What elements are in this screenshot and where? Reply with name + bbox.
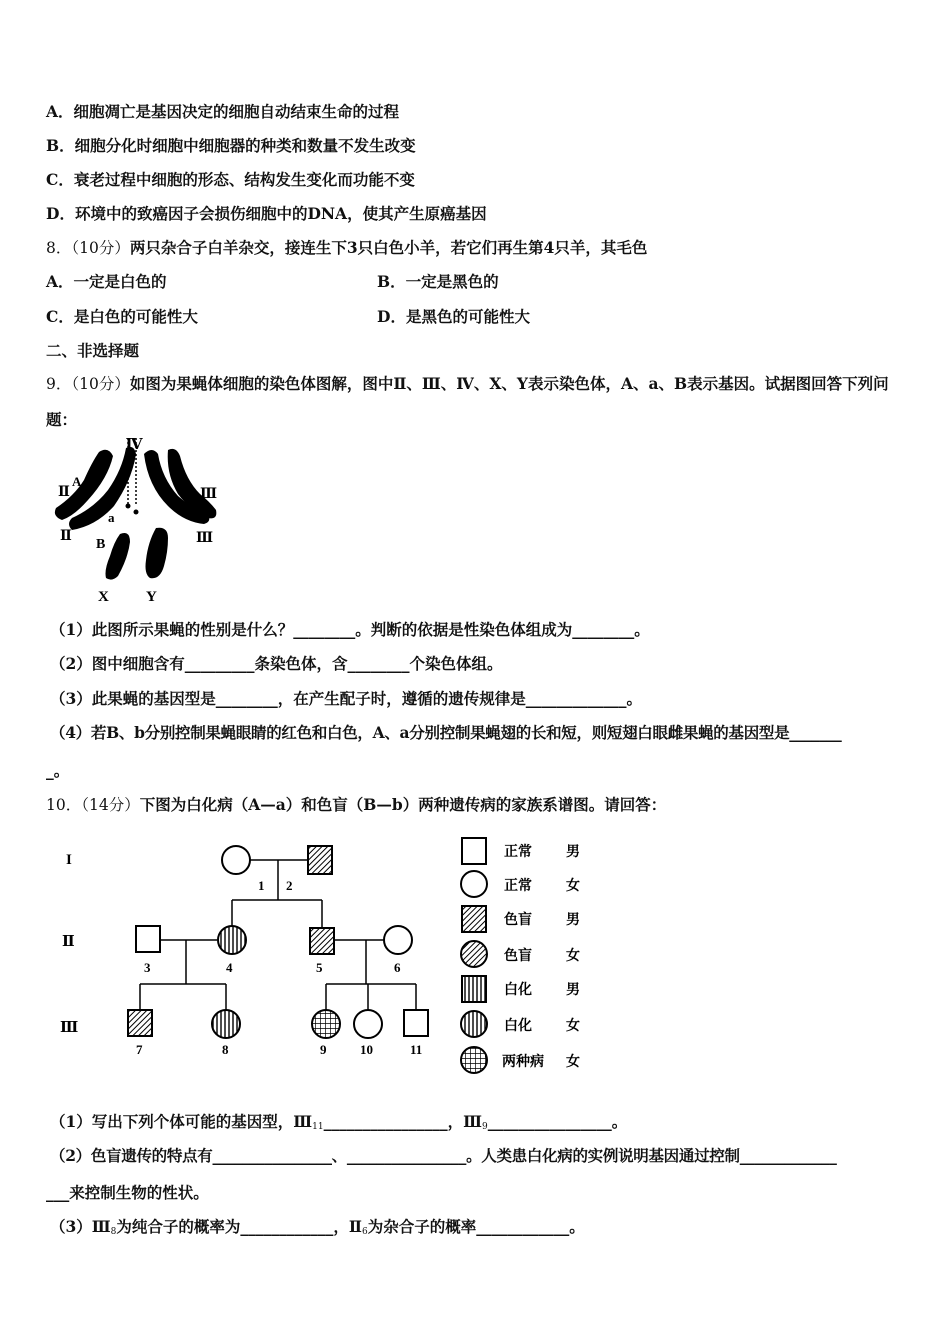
generation-ii-label: Ⅱ <box>62 934 75 950</box>
q10-part-1-prefix: （1）写出下列个体可能的基因型，Ⅲ <box>50 1112 313 1131</box>
q9-number: 9．（10分） <box>46 375 130 393</box>
section-heading: 二、非选择题 <box>46 341 140 360</box>
q10-part-3-end: 为杂合子的概率____________。 <box>367 1217 585 1236</box>
q8-stem: 两只杂合子白羊杂交，接连生下3只白色小羊，若它们再生第4只羊，其毛色 <box>129 238 648 257</box>
q7-option-d: D．环境中的致癌因子会损伤细胞中的DNA，使其产生原癌基因 <box>46 204 487 223</box>
legend-symbol-both-female <box>461 1047 487 1073</box>
q7-option-b: B．细胞分化时细胞中细胞器的种类和数量不发生改变 <box>46 136 416 155</box>
legend-label-1: 正常 <box>504 845 532 860</box>
q10-part-1-end: ________________。 <box>487 1112 628 1131</box>
label-b: B <box>96 537 106 552</box>
q7-option-c: C．衰老过程中细胞的形态、结构发生变化而功能不变 <box>46 170 415 189</box>
q8-option-b: B．一定是黑色的 <box>377 272 499 291</box>
q10-stem: 下图为白化病（A—a）和色盲（B—b）两种遗传病的家族系谱图。请回答： <box>139 795 667 814</box>
q10-question <box>46 795 666 815</box>
q7-option-a: A．细胞凋亡是基因决定的细胞自动结束生命的过程 <box>46 102 400 121</box>
legend-symbol-normal-male <box>462 838 486 864</box>
q9-question <box>46 366 906 438</box>
id-1: 1 <box>258 878 265 893</box>
legend-label-3: 色盲 <box>504 913 532 928</box>
pedigree-legend <box>461 838 580 1073</box>
legend-symbol-colorblind-female <box>461 941 487 967</box>
label-iv: Ⅳ <box>125 437 143 453</box>
q10-part-3-prefix: （3）Ⅲ <box>50 1217 111 1236</box>
legend-sex-6: 女 <box>566 1019 580 1034</box>
individual-9 <box>312 1010 340 1038</box>
id-9: 9 <box>320 1042 327 1057</box>
q8-option-a: A．一定是白色的 <box>46 272 167 291</box>
q10-part-1-sub-11: 11 <box>312 1122 324 1132</box>
individual-11 <box>404 1010 428 1036</box>
individual-7 <box>128 1010 152 1036</box>
id-5: 5 <box>316 960 323 975</box>
q8-option-d: D．是黑色的可能性大 <box>377 307 530 326</box>
id-8: 8 <box>222 1042 229 1057</box>
legend-label-2: 正常 <box>504 879 532 894</box>
legend-label-4: 色盲 <box>504 949 532 964</box>
q10-part-3 <box>50 1217 585 1242</box>
q10-part-1-sub-9: 9 <box>482 1122 488 1132</box>
q10-part-2-cont: ___来控制生物的性状。 <box>46 1183 209 1202</box>
legend-label-6: 白化 <box>504 1019 532 1034</box>
id-3: 3 <box>144 960 151 975</box>
q10-part-3-sub-6: 6 <box>361 1227 368 1237</box>
chromosome-figure <box>44 430 230 608</box>
individual-10 <box>354 1010 382 1038</box>
q10-part-3-sub-8: 8 <box>110 1227 117 1237</box>
q10-number: 10．（14分） <box>46 796 140 814</box>
pedigree-chart <box>40 828 600 1078</box>
q10-part-1-middle: ________________，Ⅲ <box>323 1112 483 1131</box>
legend-symbol-albinism-female <box>461 1011 487 1037</box>
q9-part-3: （3）此果蝇的基因型是________，在产生配子时，遵循的遗传规律是_____________。 <box>50 689 643 708</box>
q10-part-1 <box>50 1112 627 1137</box>
individual-3 <box>136 926 160 952</box>
legend-label-7: 两种病 <box>502 1055 544 1070</box>
label-a-upper: A <box>72 474 82 489</box>
legend-label-5: 白化 <box>504 983 532 998</box>
q10-part-3-middle: 为纯合子的概率为____________，Ⅱ <box>116 1217 362 1236</box>
legend-sex-2: 女 <box>566 879 580 894</box>
individual-6 <box>384 926 412 954</box>
label-x: X <box>98 589 109 605</box>
id-4: 4 <box>226 960 233 975</box>
label-y: Y <box>146 589 157 605</box>
q9-part-2: （2）图中细胞含有_________条染色体，含________个染色体组。 <box>50 654 503 673</box>
chromosome-x <box>106 533 131 580</box>
label-iii-upper: Ⅲ <box>200 487 218 502</box>
q9-part-4: （4）若B、b分别控制果蝇眼睛的红色和白色，A、a分别控制果蝇翅的长和短，则短翅白眼雌果蝇的基因型是_______ <box>50 723 842 742</box>
legend-sex-5: 男 <box>566 983 580 998</box>
q8-option-c: C．是白色的可能性大 <box>46 307 198 326</box>
legend-sex-7: 女 <box>566 1055 580 1070</box>
legend-symbol-colorblind-male <box>462 906 486 932</box>
id-11: 11 <box>410 1042 423 1057</box>
legend-symbol-albinism-male <box>462 976 486 1002</box>
individual-5 <box>310 928 334 954</box>
individual-8 <box>212 1010 240 1038</box>
q8-number: 8．（10分） <box>46 239 130 257</box>
q10-part-2: （2）色盲遗传的特点有________________、________________。人类患白化病的实例说明基因通过控制_____________ <box>50 1146 837 1165</box>
generation-iii-label: Ⅲ <box>60 1020 79 1036</box>
generation-i-label: I <box>66 852 72 868</box>
individual-4 <box>218 926 246 954</box>
id-2: 2 <box>286 878 293 893</box>
legend-sex-4: 女 <box>566 949 580 964</box>
id-10: 10 <box>360 1042 373 1057</box>
q9-part-1: （1）此图所示果蝇的性别是什么？________。判断的依据是性染色体组成为________。 <box>50 620 650 639</box>
id-7: 7 <box>136 1042 143 1057</box>
label-iii-lower: Ⅲ <box>196 531 214 546</box>
centromere-iv-right <box>134 510 139 515</box>
q9-part-4-cont: _。 <box>46 761 70 780</box>
label-a-lower: a <box>108 510 115 525</box>
id-6: 6 <box>394 960 401 975</box>
q8-question <box>46 238 647 258</box>
label-ii-lower: Ⅱ <box>60 529 72 544</box>
individual-1 <box>222 846 250 874</box>
legend-sex-1: 男 <box>566 845 580 860</box>
q9-stem: 如图为果蝇体细胞的染色体图解，图中Ⅱ、Ⅲ、Ⅳ、X、Y表示染色体，A、a、B表示基因。试据图回答下列问题： <box>46 374 889 429</box>
individual-2 <box>308 846 332 874</box>
centromere-iv-left <box>126 504 131 509</box>
label-ii-upper: Ⅱ <box>58 485 70 500</box>
legend-symbol-normal-female <box>461 871 487 897</box>
chromosome-y <box>146 528 169 579</box>
legend-sex-3: 男 <box>566 913 580 928</box>
